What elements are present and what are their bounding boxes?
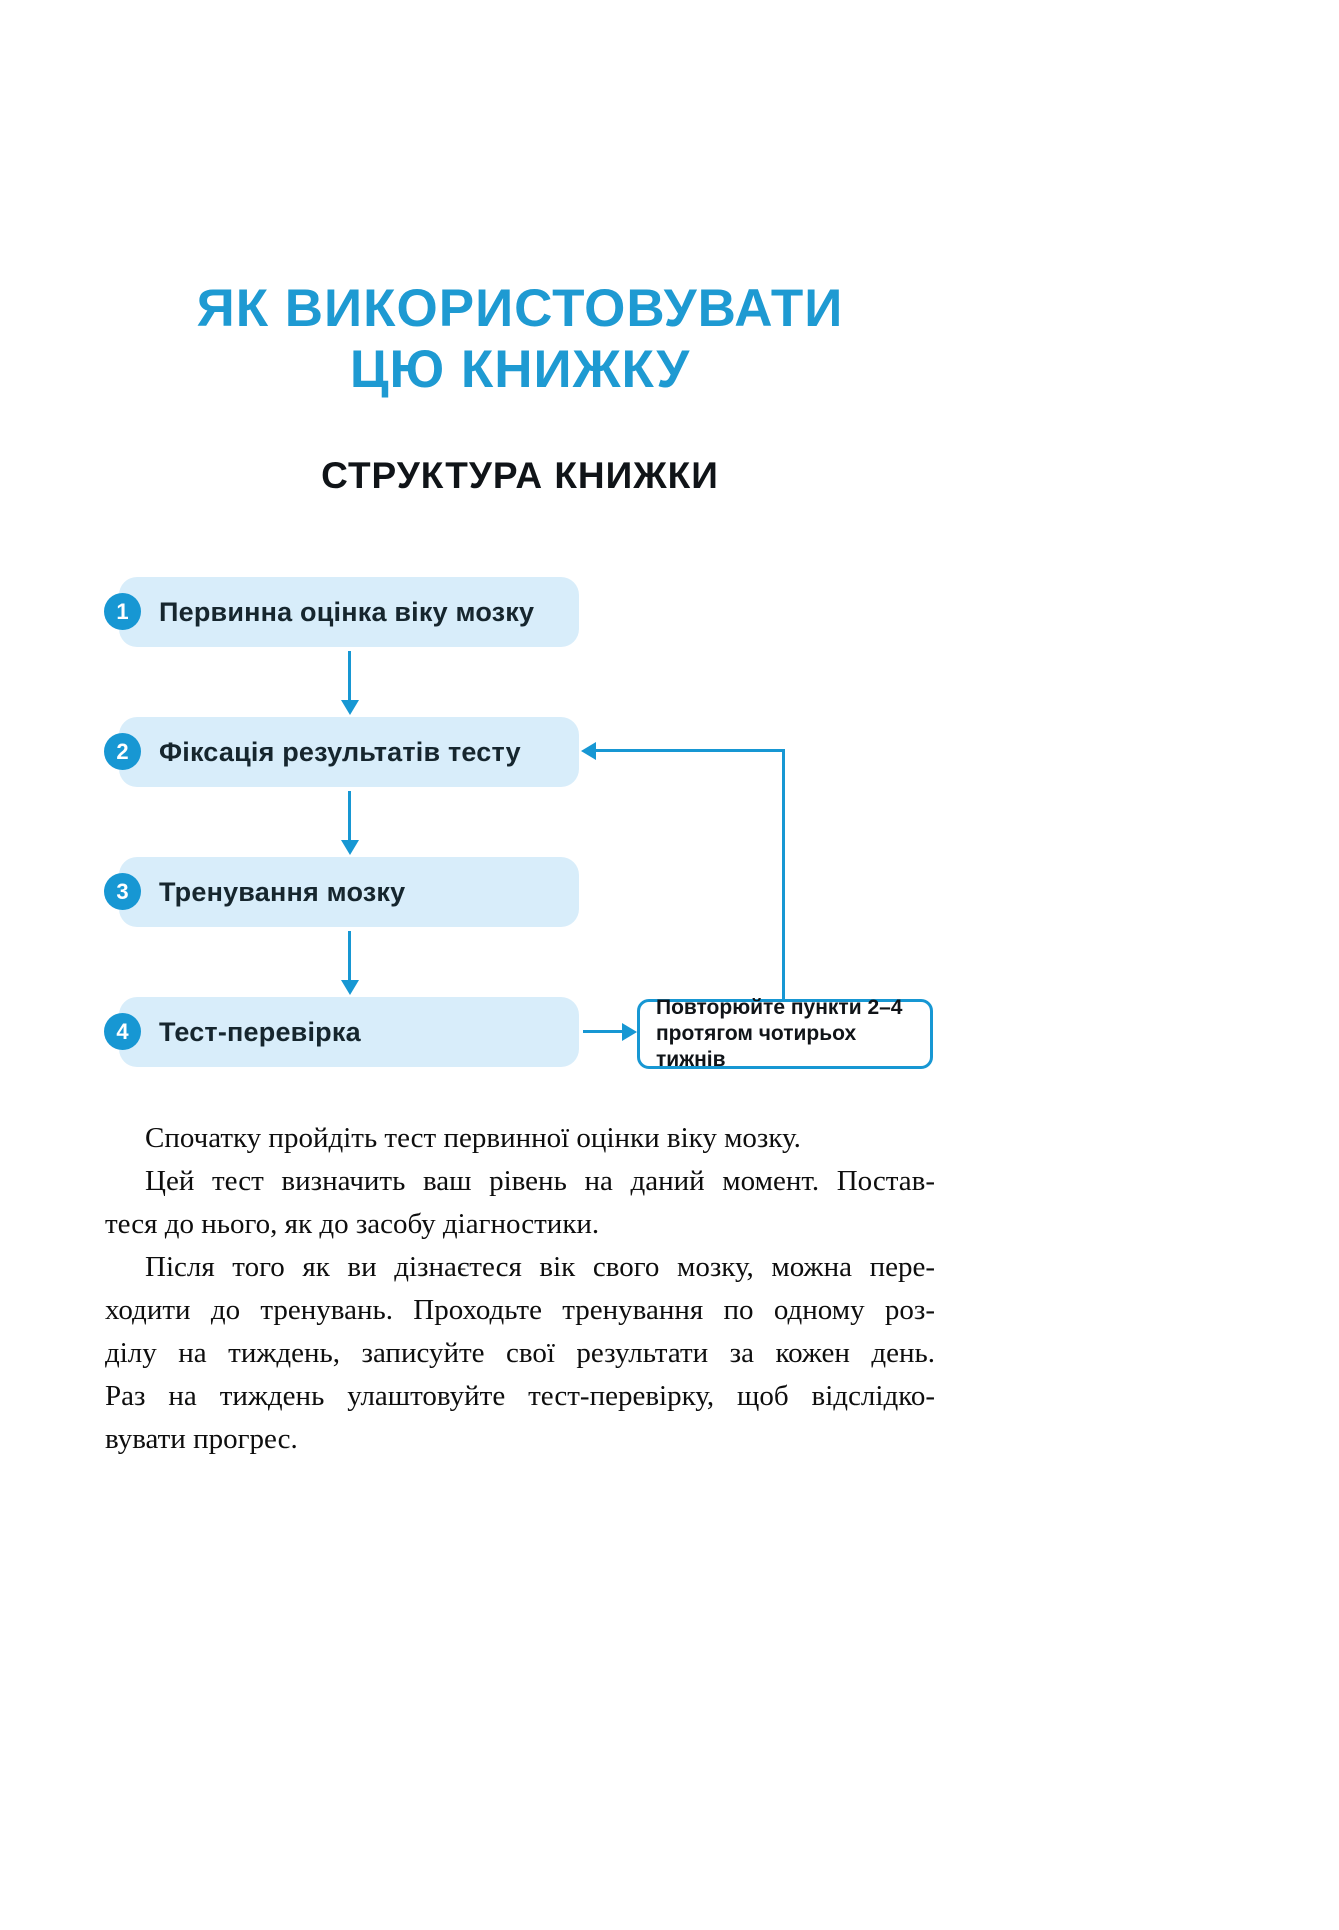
- feedback-loop-line-vertical: [782, 749, 785, 999]
- body-paragraph-3-line: вувати прогрес.: [105, 1423, 298, 1455]
- arrow-down-icon: [348, 791, 351, 841]
- body-text: [105, 1117, 935, 1461]
- arrow-down-icon: [348, 931, 351, 981]
- section-subtitle: СТРУКТУРА КНИЖКИ: [321, 455, 719, 496]
- flow-step-2: [116, 717, 579, 787]
- step-number-badge: 1: [104, 593, 141, 630]
- body-paragraph-2-line: Цей тест визначить ваш рівень на даний момент. Постав-: [145, 1165, 935, 1197]
- book-structure-flowchart: [105, 577, 935, 1071]
- body-paragraph-1-line: Спочатку пройдіть тест первинної оцінки віку мозку.: [145, 1122, 801, 1154]
- page-title-line1: ЯК ВИКОРИСТОВУВАТИ: [196, 279, 844, 338]
- flow-step-3-label: Тренування мозку: [159, 876, 406, 907]
- page-title: [105, 278, 935, 400]
- arrow-right-icon: [583, 1030, 623, 1033]
- repeat-note-line2: протягом чотирьох тижнів: [656, 1022, 857, 1071]
- repeat-note-box: [637, 996, 933, 1071]
- flow-step-1: [116, 577, 579, 647]
- flow-step-4: [116, 997, 579, 1067]
- repeat-note-line1: Повторюйте пункти 2–4: [656, 996, 903, 1019]
- step-number-badge: 2: [104, 733, 141, 770]
- flow-step-4-label: Тест-перевірка: [159, 1016, 361, 1047]
- body-paragraph-3-line: ділу на тиждень, записуйте свої результати за кожен день.: [105, 1337, 935, 1369]
- body-paragraph-3-line: Після того як ви дізнаєтеся вік свого мозку, можна пере-: [145, 1251, 935, 1283]
- body-paragraph-3-line: Раз на тиждень улаштовуйте тест-перевірку, щоб відслідко-: [105, 1380, 935, 1412]
- body-paragraph-3-line: ходити до тренувань. Проходьте тренування по одному роз-: [105, 1294, 935, 1326]
- flow-step-1-label: Первинна оцінка віку мозку: [159, 596, 535, 627]
- body-paragraph-2-line: теся до нього, як до засобу діагностики.: [105, 1208, 600, 1240]
- flow-step-2-label: Фіксація результатів тесту: [159, 736, 521, 767]
- flow-step-3: [116, 857, 579, 927]
- step-number-badge: 4: [104, 1013, 141, 1050]
- feedback-loop-arrow-left-icon: [595, 749, 785, 752]
- step-number-badge: 3: [104, 873, 141, 910]
- page-title-line2: ЦЮ КНИЖКУ: [349, 340, 691, 399]
- arrow-down-icon: [348, 651, 351, 701]
- page-content-column: [105, 0, 935, 1461]
